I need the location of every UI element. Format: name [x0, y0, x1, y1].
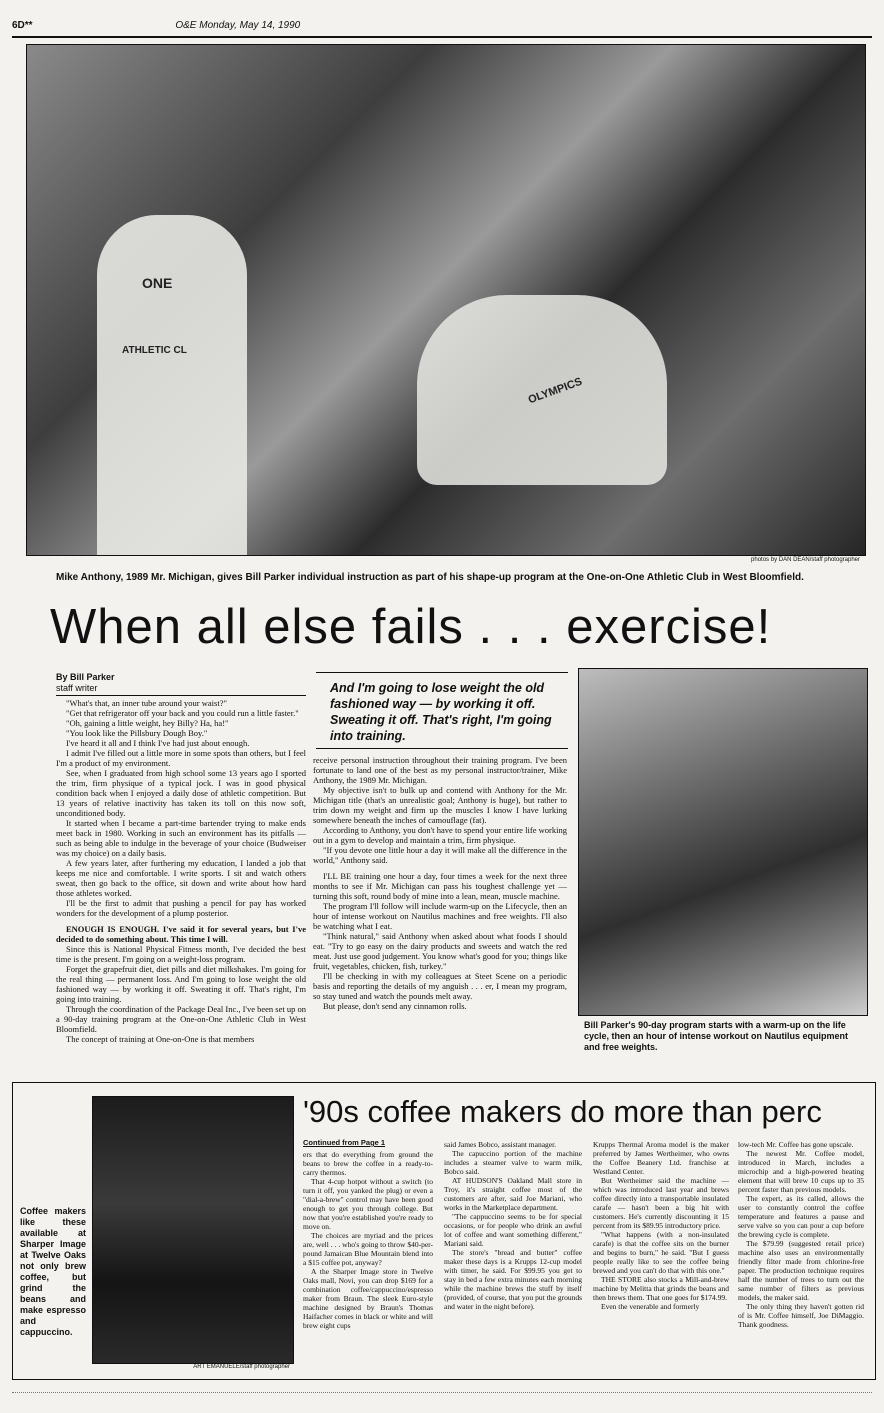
paragraph: I'll be the first to admit that pushing a pencil for pay has worked wonders for the development of a plump posterior. [56, 898, 306, 918]
paragraph: The $79.99 (suggested retail price) machine also uses an environmentally friendly filter made from chlorine-free paper. The production technique requires half the number of trees to turn out the same number of filters as previous models, the maker said. [738, 1239, 864, 1302]
coffee-photo-caption: Coffee makers like these available at Sharper Image at Twelve Oaks not only brew coffee, but grind the beans and make espresso and cappuccino. [20, 1206, 86, 1337]
paragraph: The store's "bread and butter" coffee maker these days is a Krupps 12-cup model with timer, he said. For $99.95 you get to stay in bed a few extra minutes each morning while the machine brews the stuff by itself (provided, of course, that you put the grounds and water in the night before). [444, 1248, 582, 1311]
paragraph: But Wertheimer said the machine — which was introduced last year and brews coffee directly into a transportable insulated carafe — hasn't been a big hit with customers. He's currently discounting it 15 percent from its $89.95 introductory price. [593, 1176, 729, 1230]
paragraph: "The cappuccino seems to be for special occasions, or for people who drink an awful lot of coffee and want something different," Mariani said. [444, 1212, 582, 1248]
paragraph: According to Anthony, you don't have to spend your entire life working out in a gym to develop and maintain a trim, firm physique. [313, 825, 567, 845]
pullquote-rule-top [316, 672, 568, 673]
paragraph: Through the coordination of the Package Deal Inc., I've been set up on a 90-day training program at the One-on-One Athletic Club in West Bloomfield. [56, 1004, 306, 1034]
coffee-column-4 [738, 1140, 864, 1366]
shirt-text-olympics: OLYMPICS [526, 375, 584, 407]
paragraph: The newest Mr. Coffee model, introduced in March, includes a microchip and a high-powered heating element that will brew 10 cups up to 35 percent faster than previous models. [738, 1149, 864, 1194]
paragraph: My objective isn't to bulk up and contend with Anthony for the Mr. Michigan title (that's an unrealistic goal; Anthony is huge), but rather to trim down my weight and firm up the muscles I know I have lurking somewhere beneath the inches of camouflage (fat). [313, 785, 567, 825]
exercise-bike-photo [578, 668, 868, 1016]
paragraph: AT HUDSON'S Oakland Mall store in Troy, it's straight coffee most of the customers are after, said Joe Mariani, who works in the Marketplace department. [444, 1176, 582, 1212]
coffee-column-1 [303, 1150, 433, 1366]
masthead [12, 20, 872, 31]
byline-role: staff writer [56, 683, 98, 693]
paragraph: "Think natural," said Anthony when asked about what foods I should eat. "Try to go easy on the dairy products and sweets and watch the red meat. Just use good judgement. You know what's good for you; things like fruit, vegetables, chicken, fish, turkey." [313, 931, 567, 971]
paragraph: I'LL BE training one hour a day, four times a week for the next three months to see if Mr. Michigan can pass his toughest challenge yet — turning this soft, round body of mine into a lean, mean, muscle machine. [313, 871, 567, 901]
paragraph: But please, don't send any cinnamon rolls. [323, 1001, 467, 1011]
paragraph: "If you devote one little hour a day it will make all the difference in the world," Anthony said. [313, 845, 567, 865]
main-photo-caption: Mike Anthony, 1989 Mr. Michigan, gives Bill Parker individual instruction as part of his shape-up program at the One-on-One Athletic Club in West Bloomfield. [56, 572, 804, 583]
byline [56, 672, 306, 694]
paragraph: Krupps Thermal Aroma model is the maker preferred by James Wertheimer, who owns the Coffee Beanery Ltd. franchise at Westland Center. [593, 1140, 729, 1176]
side-photo-caption: Bill Parker's 90-day program starts with a warm-up on the life cycle, then an hour of intense workout on Nautilus equipment and free weights. [584, 1020, 849, 1052]
paragraph: I've heard it all and I think I've had just about enough. [66, 738, 250, 748]
paragraph: low-tech Mr. Coffee has gone upscale. [738, 1140, 854, 1149]
paragraph: Forget the grapefruit diet, diet pills and diet milkshakes. I'm going for the real thing — permanent loss. And I'm going to lose weight the old fashioned way — by working it off. Sweating it off. That's right, I'm going into training. [56, 964, 306, 1004]
paragraph: I admit I've filled out a little more in some spots than others, but I feel I'm a product of my environment. [56, 748, 306, 768]
paragraph: Even the venerable and formerly [601, 1302, 700, 1311]
paragraph: "Oh, gaining a little weight, hey Billy? Ha, ha!" [66, 718, 229, 728]
page-footer-rule [12, 1392, 872, 1394]
coffee-headline: '90s coffee makers do more than perc [303, 1094, 822, 1129]
coffee-column-2 [444, 1140, 582, 1366]
paragraph: A few years later, after furthering my education, I landed a job that keeps me nice and comfortable. I write sports. I sit and watch others sweat, then go back to the office, sit down and write about how hard those athletes worked. [56, 858, 306, 898]
coffee-makers-photo [92, 1096, 294, 1364]
paragraph: receive personal instruction throughout their training program. I've been fortunate to land one of the best as my personal instructor/trainer, Mike Anthony, the 1989 Mr. Michigan. [313, 755, 567, 785]
paragraph: The only thing they haven't gotten rid of is Mr. Coffee himself, Joe DiMaggio. Thank goodness. [738, 1302, 864, 1329]
paragraph: A the Sharper Image store in Twelve Oaks mall, Novi, you can drop $169 for a combination coffee/cappuccino/espresso maker from Braun. The sleek Euro-style machine designed by Braun's Thomas Haifacher comes in black or white and will brew eight cups [303, 1267, 433, 1330]
masthead-rule [12, 36, 872, 38]
paragraph: That 4-cup hotpot without a switch (to turn it off, you yanked the plug) or even a "dial-a-brew" control may have been good enough to get you through college. But now that you're established you're ready to move on. [303, 1177, 433, 1231]
publication-date: O&E Monday, May 14, 1990 [175, 20, 301, 31]
paragraph: said James Bobco, assistant manager. [444, 1140, 557, 1149]
article-headline: When all else fails . . . exercise! [50, 600, 772, 654]
paragraph: "You look like the Pillsbury Dough Boy." [66, 728, 208, 738]
article-column-1 [56, 698, 306, 1068]
paragraph: The program I'll follow will include warm-up on the Lifecycle, then an hour of intense workout on Nautilus machines and free weights. I'll also be watching what I eat. [313, 901, 567, 931]
pullquote: And I'm going to lose weight the old fashioned way — by working it off. Sweating it off. That's right, I'm going into training. [330, 681, 552, 743]
paragraph: The expert, as its called, allows the user to constantly control the coffee temperature and features a pause and serve valve so you can pour a cup before the brewing cycle is complete. [738, 1194, 864, 1239]
paragraph: See, when I graduated from high school some 13 years ago I sported the trim, firm physique of a typical jock. I was in good physical condition back when I enjoyed a daily dose of athletic competition. But 13 years of relative inactivity has taken its toll on this now soft, unconditioned body. [56, 768, 306, 818]
shirt-text-one: ONE [142, 275, 173, 291]
paragraph: "What happens (with a non-insulated carafe) is that the coffee sits on the burner and begins to burn," he said. "But I guess people really like to see the coffee being brewed and you can't do that with this one." [593, 1230, 729, 1275]
paragraph: I'll be checking in with my colleagues at Steet Scene on a periodic basis and reporting the details of my anguish . . . er, I mean my program, so stay tuned and watch the pounds melt away. [313, 971, 567, 1001]
paragraph: Since this is National Physical Fitness month, I've decided the best time is the present. I'm going on a weight-loss program. [56, 944, 306, 964]
paragraph: The choices are myriad and the prices are, well . . . who's going to throw $40-per-pound Jamaican Blue Mountain blend into a $15 coffee pot, anyway? [303, 1231, 433, 1267]
trainer-figure [97, 215, 247, 556]
main-photo-credit: photos by DAN DEAN/staff photographer [751, 557, 860, 563]
continued-label: Continued from Page 1 [303, 1138, 386, 1147]
paragraph: THE STORE also stocks a Mill-and-brew machine by Melitta that grinds the beans and then brews them. That one goes for $174.99. [593, 1275, 729, 1302]
paragraph: ers that do everything from ground the beans to brew the coffee in a ready-to-carry thermos. [303, 1150, 433, 1177]
coffee-photo-credit: ART EMANUELE/staff photographer [193, 1364, 290, 1370]
main-photo [26, 44, 866, 556]
paragraph: ENOUGH IS ENOUGH. I've said it for several years, but I've decided to do something about. This time I will. [56, 924, 306, 944]
byline-rule [56, 695, 306, 696]
byline-name: By Bill Parker [56, 672, 115, 682]
paragraph: "Get that refrigerator off your back and you could run a little faster." [66, 708, 299, 718]
paragraph: "What's that, an inner tube around your waist?" [66, 698, 227, 708]
coffee-column-3 [593, 1140, 729, 1366]
paragraph: The capuccino portion of the machine includes a steamer valve to warm milk, Bobco said. [444, 1149, 582, 1176]
paragraph: The concept of training at One-on-One is that members [66, 1034, 255, 1044]
article-column-2 [313, 755, 567, 1068]
paragraph: It started when I became a part-time bartender trying to make ends meet back in 1980. Working in such an environment has its pitfalls — such as being able to indulge in the beverage of your choice (Budweiser was my choice) on a daily basis. [56, 818, 306, 858]
pullquote-rule-bottom [316, 748, 568, 749]
shirt-text-athletic: ATHLETIC CL [122, 345, 187, 356]
page-number: 6D** [12, 20, 33, 31]
